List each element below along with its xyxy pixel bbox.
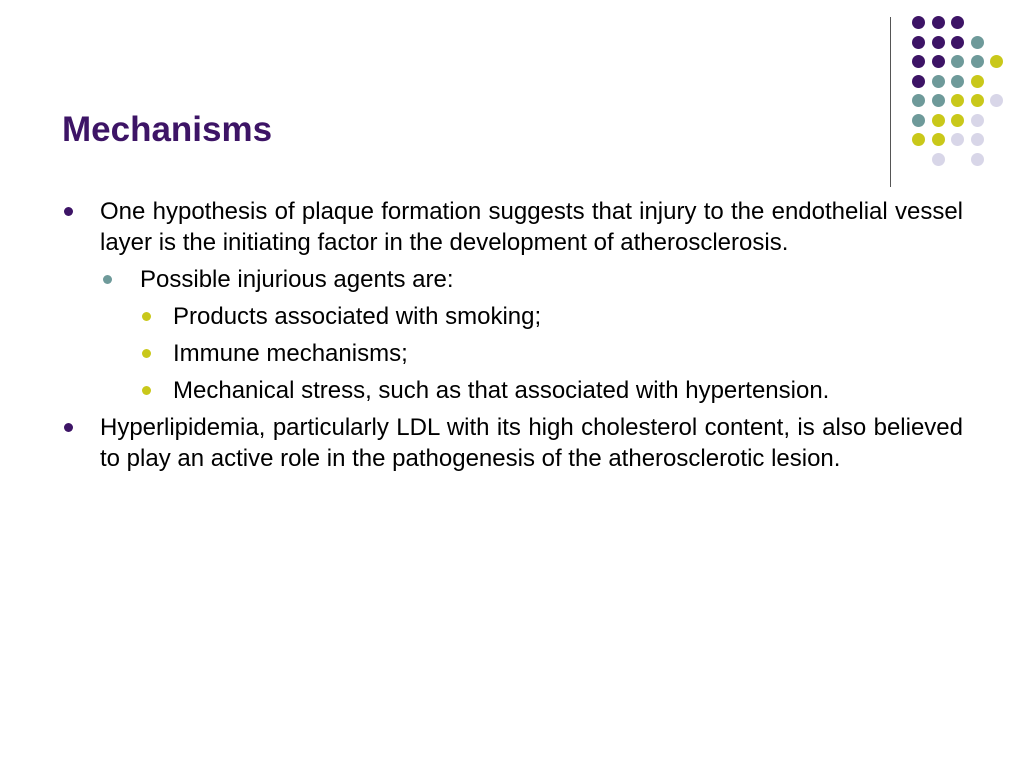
decorative-dot-icon: [912, 16, 925, 29]
decorative-dot-icon: [912, 114, 925, 127]
decorative-dot-icon: [971, 133, 984, 146]
decorative-dot-icon: [912, 94, 925, 107]
decorative-dot-icon: [932, 55, 945, 68]
decorative-dot-icon: [912, 36, 925, 49]
decorative-dot-icon: [932, 153, 945, 166]
decorative-dot-icon: [951, 16, 964, 29]
bullet-dot-icon: [142, 386, 151, 395]
bullet-text: One hypothesis of plaque formation suggests that injury to the endothelial vessel layer is the initiating factor in the development of atherosclerosis.: [100, 198, 963, 256]
decorative-dot-icon: [932, 36, 945, 49]
decorative-dot-icon: [971, 75, 984, 88]
decorative-dot-icon: [932, 75, 945, 88]
decorative-dot-icon: [912, 75, 925, 88]
decorative-dot-icon: [951, 75, 964, 88]
decorative-dot-icon: [912, 55, 925, 68]
bullet-dot-icon: [64, 207, 73, 216]
bullet-text: Hyperlipidemia, particularly LDL with its high cholesterol content, is also believed to play an active role in the pathogenesis of the atherosclerotic lesion.: [100, 414, 963, 472]
decorative-dot-icon: [912, 133, 925, 146]
decorative-dot-icon: [951, 94, 964, 107]
decorative-dot-icon: [971, 94, 984, 107]
bullet-dot-icon: [64, 423, 73, 432]
bullet-item: [62, 412, 963, 474]
bullet-text: Products associated with smoking;: [173, 303, 542, 330]
decorative-dot-icon: [951, 55, 964, 68]
bullet-dot-icon: [142, 312, 151, 321]
decorative-dot-icon: [951, 36, 964, 49]
bullet-item: [62, 196, 963, 258]
sub-sub-bullet-item: [62, 375, 963, 406]
decorative-dot-icon: [932, 94, 945, 107]
decorative-dot-grid: [0, 0, 1024, 200]
sub-bullet-item: [62, 264, 963, 295]
decorative-dot-icon: [971, 55, 984, 68]
slide-body: [62, 196, 963, 480]
bullet-text: Immune mechanisms;: [173, 340, 408, 367]
decorative-dot-icon: [990, 55, 1003, 68]
sub-sub-bullet-item: [62, 338, 963, 369]
decorative-dot-icon: [990, 94, 1003, 107]
bullet-text: Mechanical stress, such as that associated with hypertension.: [173, 377, 830, 404]
decorative-dot-icon: [971, 36, 984, 49]
vertical-divider: [890, 17, 891, 187]
sub-sub-bullet-item: [62, 301, 963, 332]
slide-title: Mechanisms: [62, 110, 273, 149]
decorative-dot-icon: [932, 16, 945, 29]
decorative-dot-icon: [971, 114, 984, 127]
decorative-dot-icon: [951, 114, 964, 127]
decorative-dot-icon: [932, 133, 945, 146]
bullet-text: Possible injurious agents are:: [140, 266, 454, 293]
bullet-dot-icon: [103, 275, 112, 284]
decorative-dot-icon: [932, 114, 945, 127]
bullet-dot-icon: [142, 349, 151, 358]
decorative-dot-icon: [951, 133, 964, 146]
decorative-dot-icon: [971, 153, 984, 166]
